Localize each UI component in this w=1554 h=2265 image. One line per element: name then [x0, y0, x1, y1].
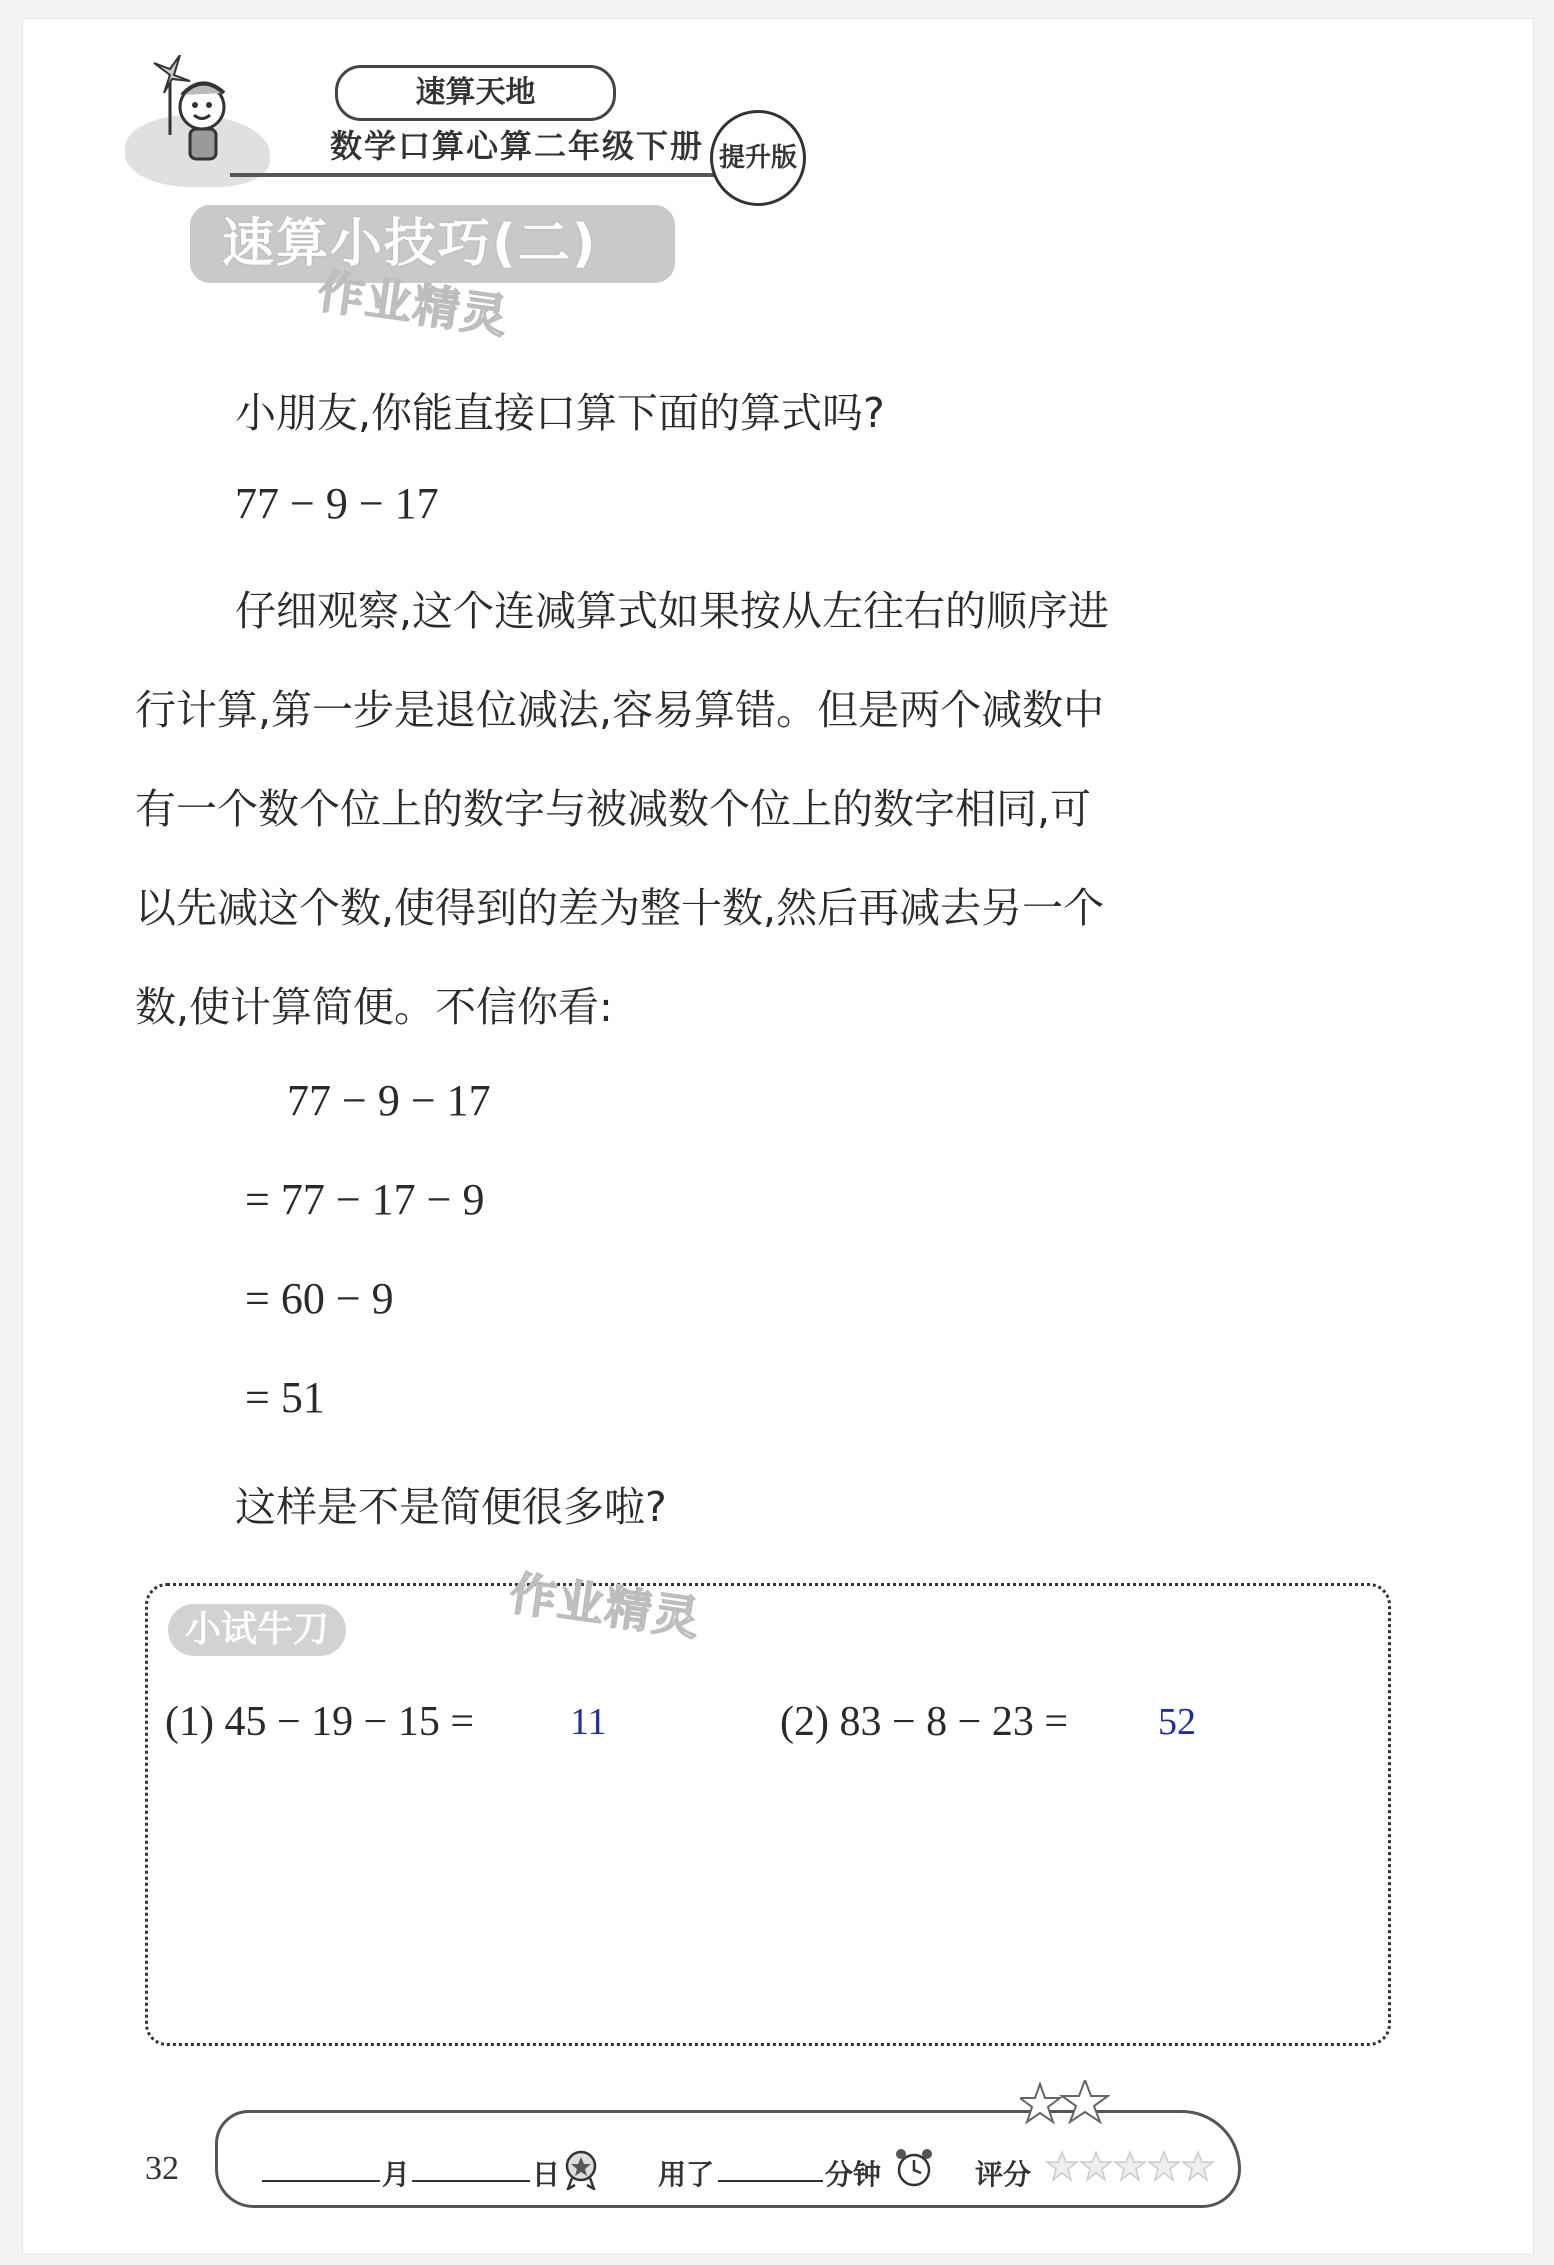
explanation-line: 以先减这个数,使得到的差为整十数,然后再减去另一个	[135, 884, 1105, 932]
worked-step: = 51	[245, 1373, 325, 1422]
practice-problem-1: (1) 45 − 19 − 15 =	[165, 1699, 475, 1745]
alarm-clock-icon	[893, 2146, 935, 2190]
used-label: 用了	[658, 2158, 715, 2191]
day-blank[interactable]	[412, 2180, 530, 2182]
minutes-blank[interactable]	[718, 2180, 823, 2182]
practice-box	[145, 1583, 1391, 2046]
minutes-label: 分钟	[825, 2158, 882, 2191]
star-icon	[1020, 2080, 1110, 2130]
month-blank[interactable]	[262, 2180, 380, 2182]
practice-answer-1[interactable]: 11	[570, 1701, 607, 1743]
page-header	[105, 55, 797, 185]
practice-problem-2: (2) 83 − 8 − 23 =	[780, 1699, 1069, 1745]
practice-answer-2[interactable]: 52	[1158, 1701, 1196, 1743]
intro-question: 小朋友,你能直接口算下面的算式吗?	[235, 389, 885, 437]
book-title: 数学口算心算二年级下册	[230, 115, 790, 177]
worked-step: 77 − 9 − 17	[287, 1076, 491, 1125]
page-number: 32	[145, 2150, 179, 2187]
month-label: 月	[382, 2158, 411, 2191]
explanation-line: 仔细观察,这个连减算式如果按从左往右的顺序进	[235, 587, 1110, 635]
award-medal-icon	[560, 2148, 602, 2190]
worked-step: = 60 − 9	[245, 1274, 394, 1323]
series-label: 速算天地	[335, 65, 616, 121]
edition-badge: 提升版	[710, 110, 806, 206]
explanation-line: 数,使计算简便。不信你看:	[135, 983, 613, 1031]
score-stars-icon[interactable]	[1045, 2150, 1215, 2184]
watermark: 作业精灵	[506, 1565, 705, 1647]
explanation-line: 有一个数个位上的数字与被减数个位上的数字相同,可	[135, 785, 1092, 833]
intro-expression: 77 − 9 − 17	[235, 479, 439, 528]
score-label: 评分	[975, 2158, 1032, 2191]
conclusion: 这样是不是简便很多啦?	[235, 1483, 667, 1531]
practice-tag: 小试牛刀	[168, 1604, 346, 1656]
section-title: 速算小技巧(二)	[190, 205, 675, 283]
explanation-line: 行计算,第一步是退位减法,容易算错。但是两个减数中	[135, 686, 1105, 734]
watermark: 作业精灵	[314, 263, 513, 345]
worked-step: = 77 − 17 − 9	[245, 1175, 485, 1224]
day-label: 日	[532, 2158, 561, 2191]
